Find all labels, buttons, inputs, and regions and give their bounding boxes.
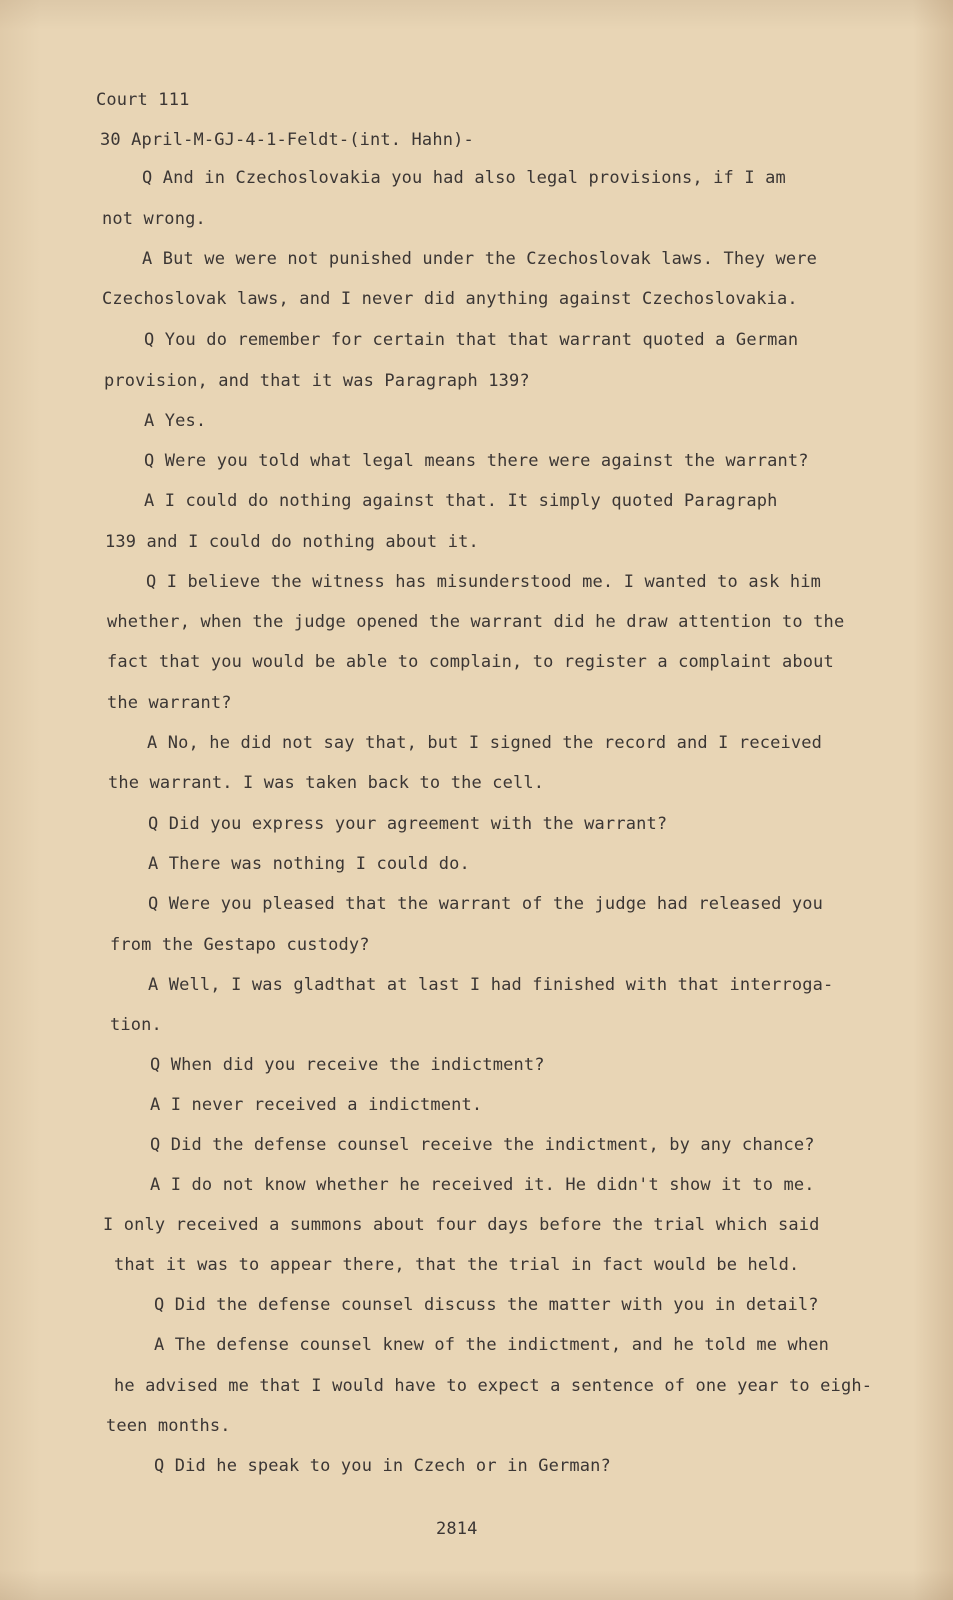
page-number: 2814 [436,1519,478,1539]
transcript-line: A Yes. [144,411,207,431]
transcript-line: not wrong. [102,209,206,229]
transcript-line: Q Did he speak to you in Czech or in German? [154,1456,611,1476]
transcript-line: A The defense counsel knew of the indictment, and he told me when [154,1335,830,1355]
transcript-line: A I could do nothing against that. It simply quoted Paragraph [144,491,778,511]
transcript-line: A I never received a indictment. [150,1095,483,1115]
transcript-line: Q When did you receive the indictment? [150,1055,545,1075]
transcript-line: A No, he did not say that, but I signed the record and I received [147,733,823,753]
session-header: 30 April-M-GJ-4-1-Feldt-(int. Hahn)- [100,130,474,150]
transcript-line: tion. [110,1015,162,1035]
transcript-line: Q Did the defense counsel receive the indictment, by any chance? [150,1135,815,1155]
transcript-line: that it was to appear there, that the trial in fact would be held. [114,1255,800,1275]
transcript-line: the warrant? [107,693,232,713]
transcript-line: provision, and that it was Paragraph 139? [104,371,530,391]
transcript-line: teen months. [106,1416,231,1436]
transcript-line: A There was nothing I could do. [148,854,470,874]
transcript-line: whether, when the judge opened the warrant did he draw attention to the [107,612,845,632]
transcript-line: A I do not know whether he received it. He didn't show it to me. [150,1175,815,1195]
transcript-line: Q Did the defense counsel discuss the matter with you in detail? [154,1295,819,1315]
transcript-line: A Well, I was gladthat at last I had finished with that interroga- [148,975,834,995]
transcript-line: he advised me that I would have to expect a sentence of one year to eigh- [114,1376,873,1396]
court-header: Court 111 [96,90,190,110]
transcript-line: I only received a summons about four days before the trial which said [103,1215,820,1235]
transcript-line: Q Were you told what legal means there were against the warrant? [144,451,809,471]
transcript-line: Q I believe the witness has misunderstood me. I wanted to ask him [146,572,822,592]
transcript-line: 139 and I could do nothing about it. [105,532,479,552]
transcript-line: Q Were you pleased that the warrant of the judge had released you [148,894,824,914]
transcript-line: A But we were not punished under the Czechoslovak laws. They were [142,249,818,269]
transcript-line: Q Did you express your agreement with the warrant? [148,814,668,834]
transcript-line: fact that you would be able to complain, to register a complaint about [107,652,834,672]
transcript-line: Czechoslovak laws, and I never did anything against Czechoslovakia. [102,289,798,309]
transcript-line: Q You do remember for certain that that warrant quoted a German [144,330,799,350]
transcript-line: from the Gestapo custody? [110,935,370,955]
transcript-line: the warrant. I was taken back to the cell. [108,773,545,793]
transcript-line: Q And in Czechoslovakia you had also legal provisions, if I am [142,168,786,188]
